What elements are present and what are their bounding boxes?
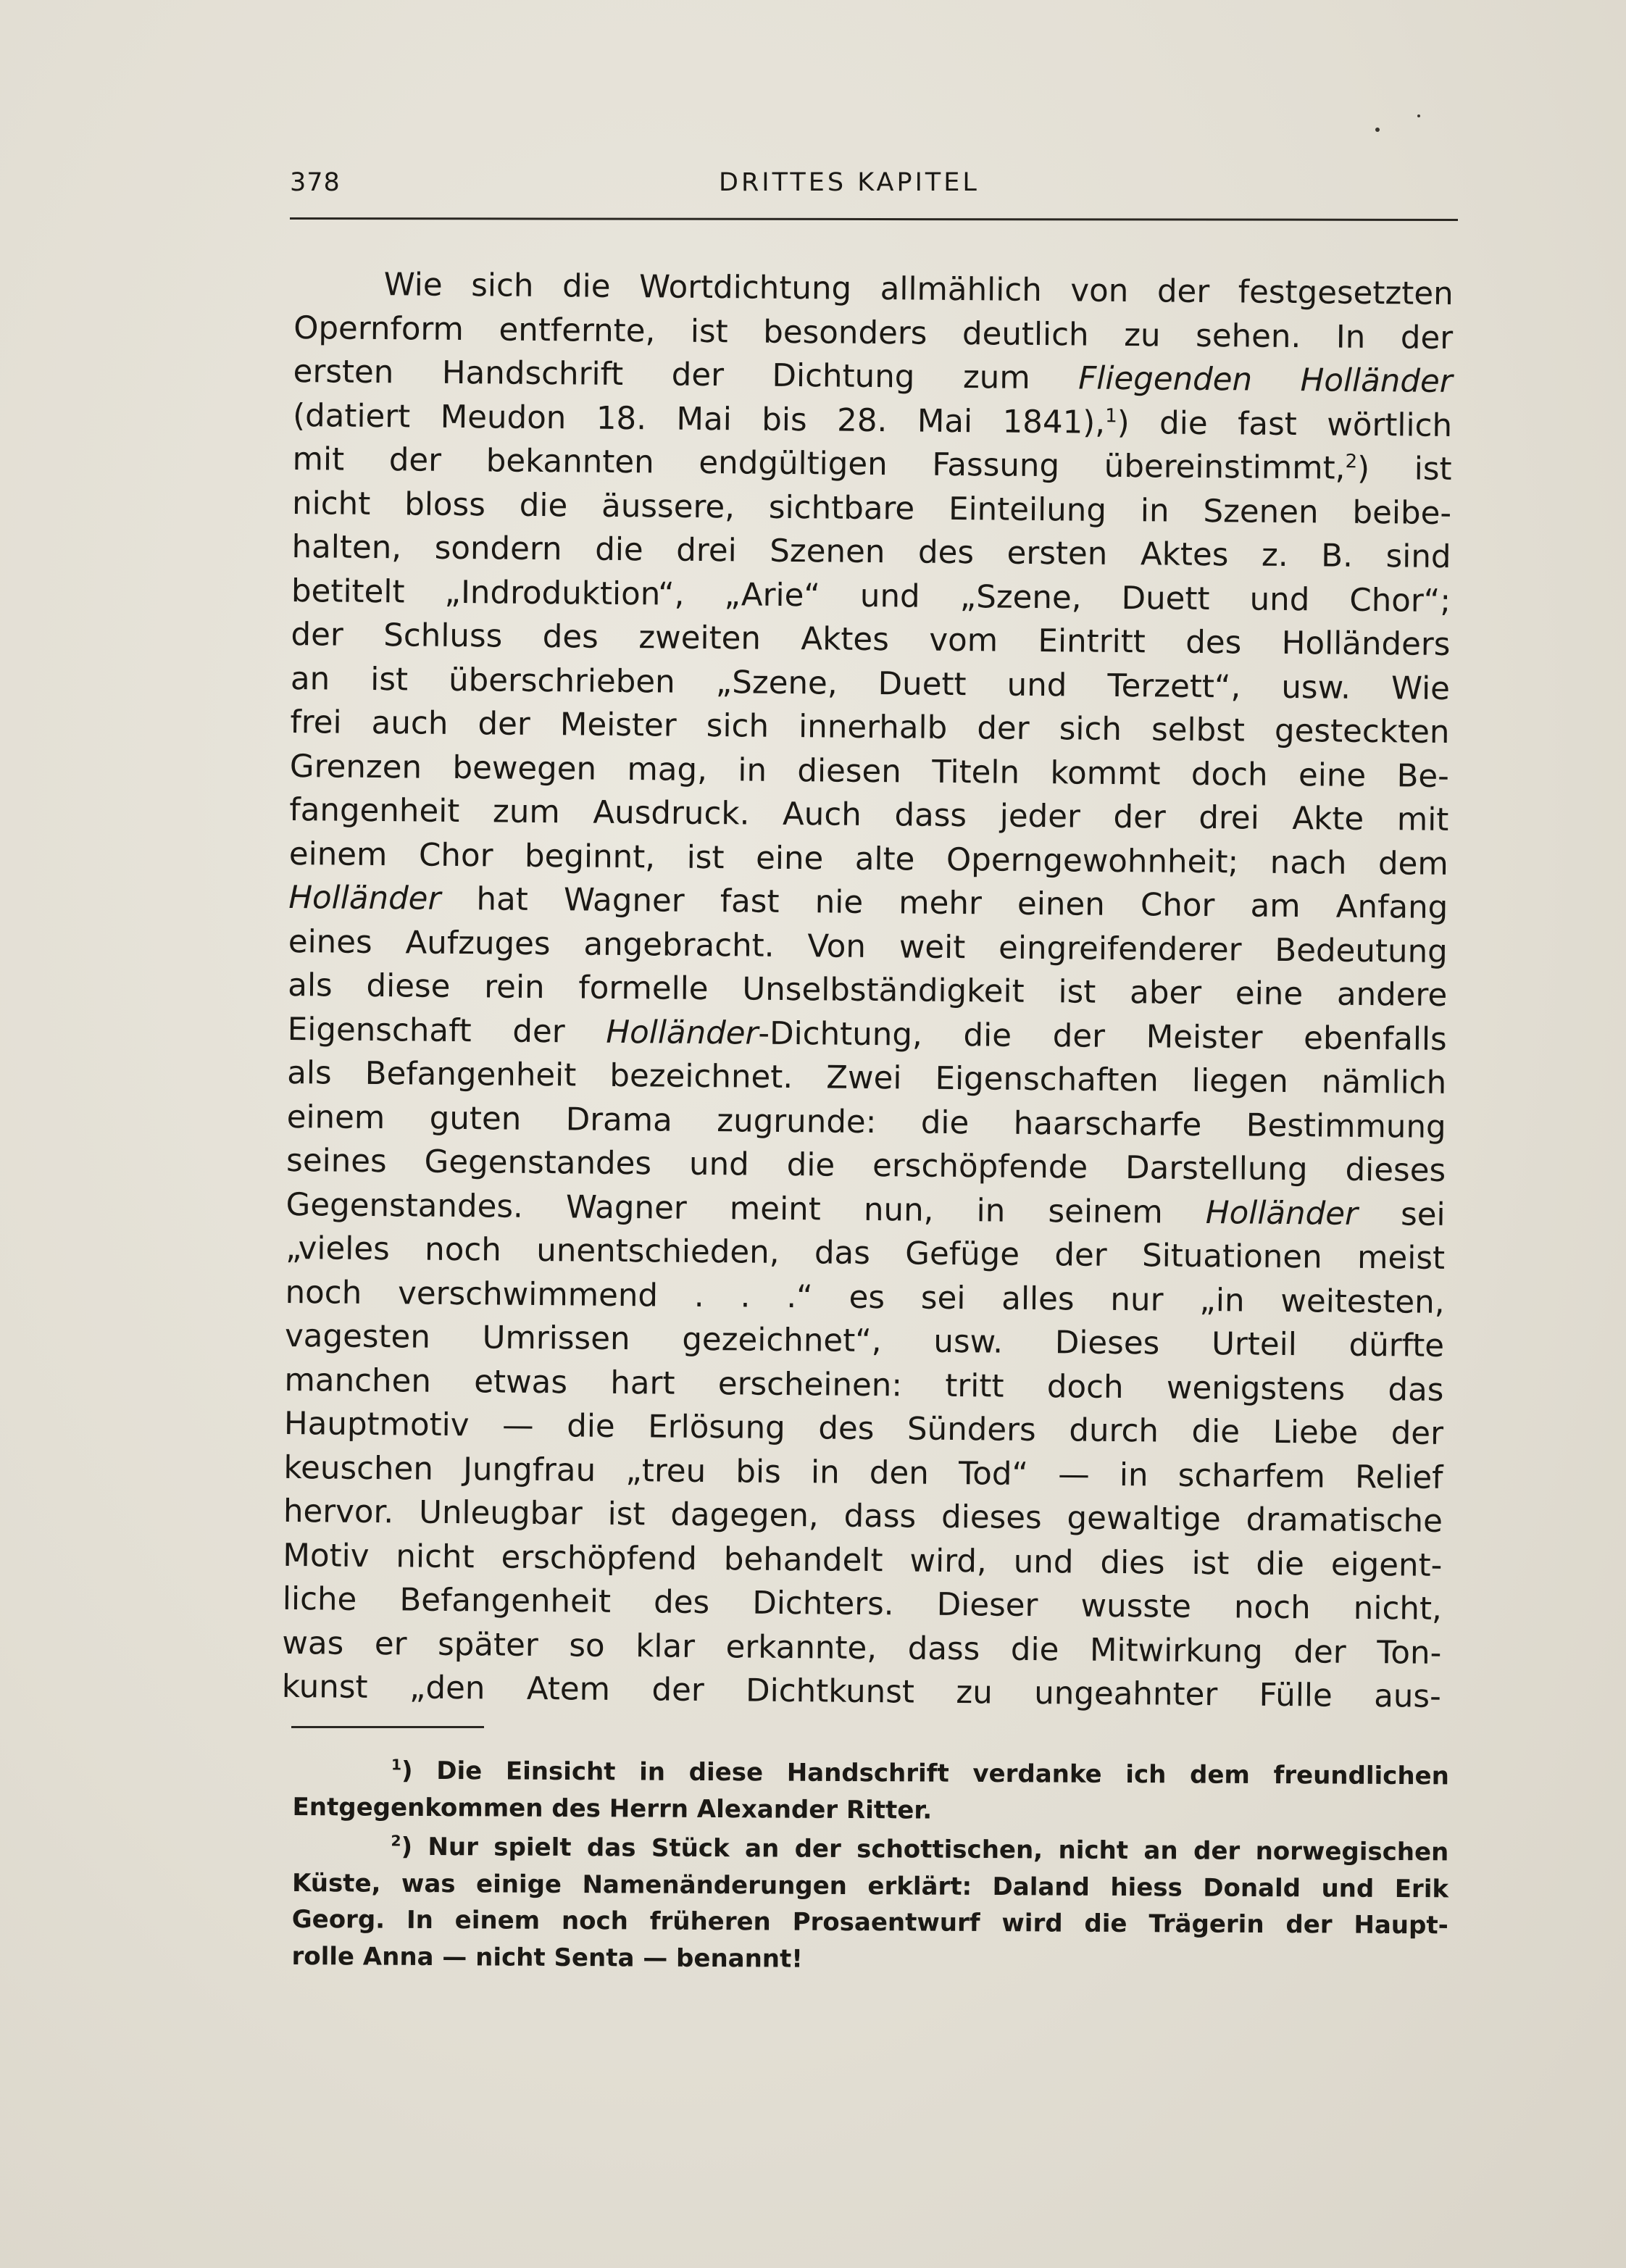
text-run: rolle Anna — nicht Senta — benannt! xyxy=(291,1941,803,1974)
text-run: der Schluss des zweiten Aktes vom Eintritt des Holländers xyxy=(291,616,1451,663)
text-run: sei xyxy=(1357,1196,1446,1233)
text-run: einem Chor beginnt, ist eine alte Operngewohnheit; nach dem xyxy=(288,835,1449,883)
text-run: nicht bloss die äussere, sichtbare Einteilung in Szenen beibe- xyxy=(291,485,1452,532)
text-run: hat Wagner fast nie mehr einen Chor am Anfang xyxy=(441,880,1448,926)
italic-title: Holländer xyxy=(606,1014,759,1052)
text-run: eines Aufzuges angebracht. Von weit eingreifenderer Bedeutung xyxy=(288,923,1448,970)
text-run: vagesten Umrissen gezeichnet“, usw. Dieses Urteil dürfte xyxy=(284,1317,1445,1364)
footnote-line xyxy=(292,1901,1448,1944)
italic-title: Holländer xyxy=(288,879,441,917)
text-run: ) Die Einsicht in diese Handschrift verdanke ich dem freundlichen xyxy=(401,1756,1449,1791)
footnote-rule xyxy=(291,1726,484,1728)
text-run: kunst „den Atem der Dichtkunst zu ungeahnter Fülle aus- xyxy=(281,1668,1442,1715)
text-run: Georg. In einem noch früheren Prosaentwurf wird die Trägerin der Haupt- xyxy=(291,1904,1448,1940)
text-run: fangenheit zum Ausdruck. Auch dass jeder der drei Akte mit xyxy=(289,791,1449,838)
text-run: noch verschwimmend . . .“ es sei alles nur „in weitesten, xyxy=(285,1274,1445,1321)
text-run: keuschen Jungfrau „treu bis in den Tod“ — in scharfem Relief xyxy=(283,1449,1443,1496)
footnote-marker: 1 xyxy=(1105,404,1117,427)
text-run: ) Nur spielt das Stück an der schottischen, nicht an der norwegischen xyxy=(401,1832,1449,1867)
text-run: als diese rein formelle Unselbständigkeit ist aber eine andere xyxy=(288,967,1448,1014)
page-number: 378 xyxy=(290,168,341,197)
text-run: an ist überschrieben „Szene, Duett und Terzett“, usw. Wie xyxy=(290,660,1451,707)
text-run: ) die fast wörtlich xyxy=(1117,404,1453,444)
text-run: hervor. Unleugbar ist dagegen, dass dieses gewaltige dramatische xyxy=(283,1493,1443,1540)
footnote-line xyxy=(292,1828,1448,1871)
text-run: Wie sich die Wortdichtung allmählich von der festgesetzten xyxy=(383,267,1454,312)
text-run: frei auch der Meister sich innerhalb der sich selbst gesteckten xyxy=(290,704,1450,751)
footnote xyxy=(292,1752,1449,1831)
text-run: Motiv nicht erschöpfend behandelt wird, und dies ist die eigent- xyxy=(283,1537,1443,1584)
text-run: ersten Handschrift der Dichtung zum xyxy=(293,353,1079,397)
text-run: betitelt „Indroduktion“, „Arie“ und „Szene, Duett und Chor“; xyxy=(291,572,1451,620)
footnote xyxy=(291,1828,1448,1980)
text-line xyxy=(282,1665,1441,1719)
footnote-marker: 2 xyxy=(1345,451,1358,473)
page-speck xyxy=(1375,128,1380,132)
text-run: „vieles noch unentschieden, das Gefüge der Situationen meist xyxy=(285,1230,1446,1277)
text-run: Grenzen bewegen mag, in diesen Titeln kommt doch eine Be- xyxy=(289,748,1450,795)
text-run: ) ist xyxy=(1356,450,1452,488)
text-run: Küste, was einige Namenänderungen erklärt: Daland hiess Donald und Erik xyxy=(291,1868,1449,1904)
text-run: einem guten Drama zugrunde: die haarscharfe Bestimmung xyxy=(286,1098,1446,1146)
text-run: was er später so klar erkannte, dass die Mitwirkung der Ton- xyxy=(282,1625,1442,1672)
text-run: Eigenschaft der xyxy=(287,1011,606,1051)
text-run: (datiert Meudon 18. Mai bis 28. Mai 1841), xyxy=(292,397,1106,441)
text-run: seines Gegenstandes und die erschöpfende Darstellung dieses xyxy=(285,1142,1446,1189)
running-head: DRITTES KAPITEL xyxy=(719,168,980,197)
text-run: Opernform entfernte, ist besonders deutlich zu sehen. In der xyxy=(293,309,1454,357)
text-run: mit der bekannten endgültigen Fassung übereinstimmt, xyxy=(292,441,1346,487)
italic-title: Holländer xyxy=(1205,1194,1359,1233)
footnote-marker: 1 xyxy=(391,1756,402,1774)
italic-title: Fliegenden Holländer xyxy=(1078,360,1453,400)
footnote-line xyxy=(292,1864,1448,1907)
text-run: Hauptmotiv — die Erlösung des Sünders durch die Liebe der xyxy=(283,1405,1444,1452)
footnote-line xyxy=(292,1788,1448,1831)
text-run: Entgegenkommen des Herrn Alexander Ritter. xyxy=(292,1792,933,1825)
book-page xyxy=(281,164,1458,2048)
page-header xyxy=(290,164,1458,200)
page-speck xyxy=(1417,114,1420,117)
text-run: Gegenstandes. Wagner meint nun, in seinem xyxy=(285,1186,1206,1231)
text-run: manchen etwas hart erscheinen: tritt doch wenigstens das xyxy=(284,1362,1444,1409)
footnote-line xyxy=(291,1938,1448,1980)
text-run: -Dichtung, die der Meister ebenfalls xyxy=(758,1015,1447,1058)
footnote-line xyxy=(293,1752,1449,1795)
footnotes xyxy=(291,1752,1449,1983)
body-text xyxy=(282,262,1454,1719)
text-run: halten, sondern die drei Szenen des ersten Aktes z. B. sind xyxy=(291,528,1451,575)
header-rule xyxy=(290,217,1458,221)
text-run: als Befangenheit bezeichnet. Zwei Eigenschaften liegen nämlich xyxy=(287,1054,1447,1101)
text-run: liche Befangenheit des Dichters. Dieser wusste noch nicht, xyxy=(282,1580,1443,1627)
footnote-marker: 2 xyxy=(391,1832,401,1850)
